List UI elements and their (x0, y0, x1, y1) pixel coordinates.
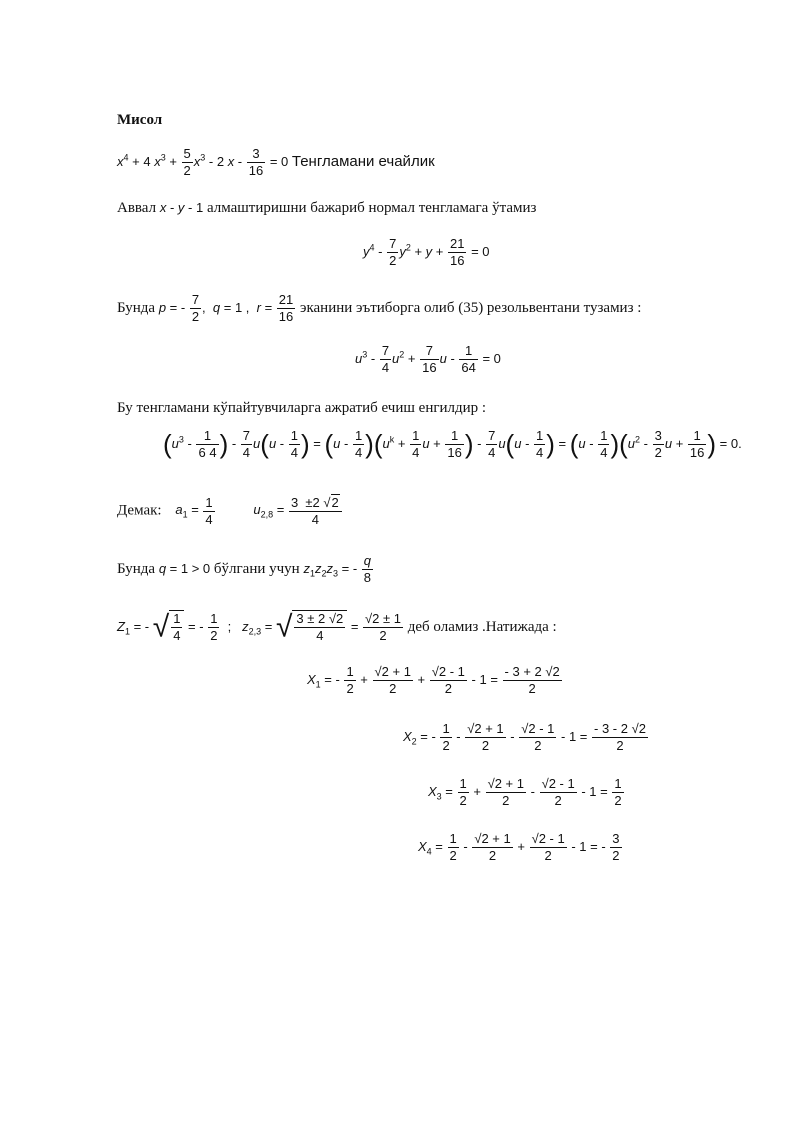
x2-equation: $X_2$ = - $\frac{1}{2}$ - $\frac{√2 + 1}{2}$ - $\frac{√2 - 1}{2}$ - 1 = $\frac{- 3 - 2 √2}{2}$ (403, 721, 646, 753)
here-label-2: Бунда (117, 560, 156, 577)
condition-line: Бунда q = 1 > 0 бўлгани учун $z_1z_2z_3$ = - $\frac{q}{8}$ (117, 553, 371, 585)
factoring-text: Бу тенгламани кўпайтувчиларга ажратиб ечиш енгилдир : (117, 400, 487, 416)
here-label: Бунда (117, 299, 156, 316)
original-equation: $x^4 + 4$ $x^3$ + $\frac{5}{2}$ $x^3 - 2$ x - $\frac{3}{16}$ = 0 Тенгламани ечайлик (117, 146, 435, 178)
resolvent-text: эканини эътиборга олиб (35) резольвентани тузамиз : (300, 299, 642, 316)
solve-text: Тенгламани ечайлик (291, 152, 435, 170)
substitution-text: алмаштиришни бажариб нормал тенгламага ўтамиз (206, 200, 537, 216)
therefore-label: Демак: (117, 502, 162, 519)
because-text: бўлгани учун (213, 560, 300, 577)
z-values-line: $Z_1$ = - √ $\frac{1}{4}$ = - $\frac{1}{2}$ ; $z_{2,3}$ = √ $\frac{3 \pm 2 √2}{4}$ = $\frac{√2 \pm 1}{2}$ деб оламиз .Натижада : (117, 610, 557, 644)
example-heading: Мисол (117, 112, 163, 128)
x1-equation: $X_1$ = - $\frac{1}{2}$ + $\frac{√2 + 1}{2}$ + $\frac{√2 - 1}{2}$ - 1 = $\frac{- 3 + 2 √2}{2}$ (307, 664, 560, 696)
x3-equation: $X_3$ = $\frac{1}{2}$ + $\frac{√2 + 1}{2}$ - $\frac{√2 - 1}{2}$ - 1 = $\frac{1}{2}$ (428, 776, 622, 808)
factored-equation: ($u^3$ - $\frac{1}{6 4}$ ) - $\frac{7}{4}$ u(u - $\frac{1}{4}$ ) = (u - $\frac{1}{4}$ )($u^k$ + $\frac{1}{4}$ u + $\frac{1}{16}$ ) - $\frac{7}{4}$ u(u - $\frac{1}{4}$ ) = (u - $\frac{1}{4}$ )($u^2$ - $\frac{3}{2}$ u + $\frac{1}{16}$ ) = 0. (163, 428, 742, 460)
substitution-line: Аввал x - y - 1 алмаштиришни бажариб нормал тенгламага ўтамиз (117, 200, 537, 216)
first-label: Аввал (117, 200, 157, 216)
resolvent-equation: $u^3$ - $\frac{7}{4}$ $u^2$ + $\frac{7}{16}$ u - $\frac{1}{64}$ = 0 (355, 343, 501, 375)
roots-line: Демак: $a_1$ = $\frac{1}{4}$ $u_{2,8}$ = $\frac{3 \pm 2 √2}{4}$ (117, 494, 343, 528)
normal-equation: $y^4$ - $\frac{7}{2}$ $y^2 + y$ + $\frac{21}{16}$ = 0 (363, 236, 490, 268)
result-text: деб оламиз .Натижада : (407, 618, 557, 635)
x4-equation: $X_4$ = $\frac{1}{2}$ - $\frac{√2 + 1}{2}$ + $\frac{√2 - 1}{2}$ - 1 = - $\frac{3}{2}$ (418, 831, 620, 863)
coefficients-line: Бунда p = - $\frac{7}{2}$ , q = 1 , r = $\frac{21}{16}$ эканини эътиборга олиб (35) резольвентани тузамиз : (117, 292, 642, 324)
